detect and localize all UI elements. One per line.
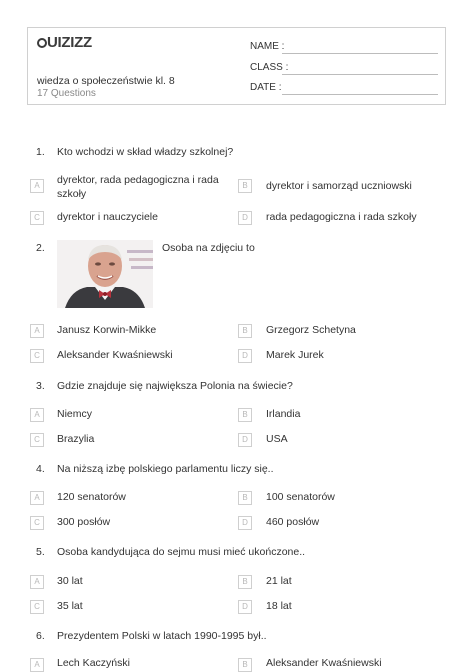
question-photo (57, 240, 153, 308)
option-text: 300 posłów (57, 516, 111, 528)
option-letter-box[interactable]: B (238, 658, 252, 672)
question-number: 2. (36, 242, 45, 254)
option-letter-box[interactable]: C (30, 600, 44, 614)
question-text: Osoba kandydująca do sejmu musi mieć ukończone.. (57, 546, 306, 558)
option-text: rada pedagogiczna i rada szkoły (266, 211, 417, 223)
option-text: 460 posłów (266, 516, 320, 528)
option-letter-box[interactable]: B (238, 575, 252, 589)
option-letter-box[interactable]: A (30, 179, 44, 193)
option-text: Grzegorz Schetyna (266, 324, 356, 336)
option-letter-box[interactable]: C (30, 433, 44, 447)
option-letter-box[interactable]: B (238, 408, 252, 422)
logo-wordmark: UIZIZZ (47, 34, 92, 51)
option-letter-box[interactable]: D (238, 433, 252, 447)
option-letter-box[interactable]: A (30, 324, 44, 338)
worksheet-header (27, 27, 446, 105)
option-letter-box[interactable]: A (30, 658, 44, 672)
option-text: USA (266, 433, 288, 445)
option-letter-box[interactable]: C (30, 516, 44, 530)
option-letter-box[interactable]: D (238, 349, 252, 363)
date-line[interactable] (282, 94, 438, 95)
option-letter-box[interactable]: B (238, 324, 252, 338)
option-letter-box[interactable]: B (238, 491, 252, 505)
logo-q-icon (37, 38, 47, 48)
class-label: CLASS : (250, 62, 289, 73)
option-text: Marek Jurek (266, 349, 324, 361)
worksheet-title: wiedza o społeczeństwie kl. 8 (37, 75, 175, 87)
question-text: Na niższą izbę polskiego parlamentu liczy się.. (57, 463, 274, 475)
question-text: Gdzie znajduje się największa Polonia na świecie? (57, 380, 293, 392)
option-text: Irlandia (266, 408, 301, 420)
option-text: 120 senatorów (57, 491, 126, 503)
option-text: 18 lat (266, 600, 292, 612)
date-label: DATE : (250, 82, 282, 93)
option-letter-box[interactable]: A (30, 408, 44, 422)
option-text: 100 senatorów (266, 491, 335, 503)
quizizz-logo (37, 34, 92, 51)
option-letter-box[interactable]: B (238, 179, 252, 193)
option-text: Janusz Korwin-Mikke (57, 324, 157, 336)
question-text: Kto wchodzi w skład władzy szkolnej? (57, 146, 234, 158)
class-line[interactable] (282, 74, 438, 75)
question-number: 4. (36, 463, 45, 475)
question-text: Osoba na zdjęciu to (162, 242, 255, 254)
option-letter-box[interactable]: C (30, 349, 44, 363)
option-text: Aleksander Kwaśniewski (57, 349, 173, 361)
option-letter-box[interactable]: D (238, 211, 252, 225)
option-letter-box[interactable]: D (238, 516, 252, 530)
question-number: 1. (36, 146, 45, 158)
option-text: dyrektor, rada pedagogiczna i rada szkoły (57, 174, 219, 200)
option-text: dyrektor i nauczyciele (57, 211, 158, 223)
option-text: Brazylia (57, 433, 95, 445)
option-text: 30 lat (57, 575, 83, 587)
name-label: NAME : (250, 41, 285, 52)
option-letter-box[interactable]: A (30, 575, 44, 589)
option-letter-box[interactable]: A (30, 491, 44, 505)
question-count: 17 Questions (37, 88, 96, 99)
option-text: Aleksander Kwaśniewski (266, 657, 382, 669)
question-text: Prezydentem Polski w latach 1990-1995 był.. (57, 630, 267, 642)
question-number: 3. (36, 380, 45, 392)
option-text: 35 lat (57, 600, 83, 612)
option-text: dyrektor i samorząd uczniowski (266, 180, 412, 192)
option-text: 21 lat (266, 575, 292, 587)
question-number: 6. (36, 630, 45, 642)
option-text: Niemcy (57, 408, 93, 420)
portrait-photo (57, 240, 153, 308)
name-line[interactable] (282, 53, 438, 54)
option-text: Lech Kaczyński (57, 657, 130, 669)
question-number: 5. (36, 546, 45, 558)
option-letter-box[interactable]: D (238, 600, 252, 614)
option-letter-box[interactable]: C (30, 211, 44, 225)
